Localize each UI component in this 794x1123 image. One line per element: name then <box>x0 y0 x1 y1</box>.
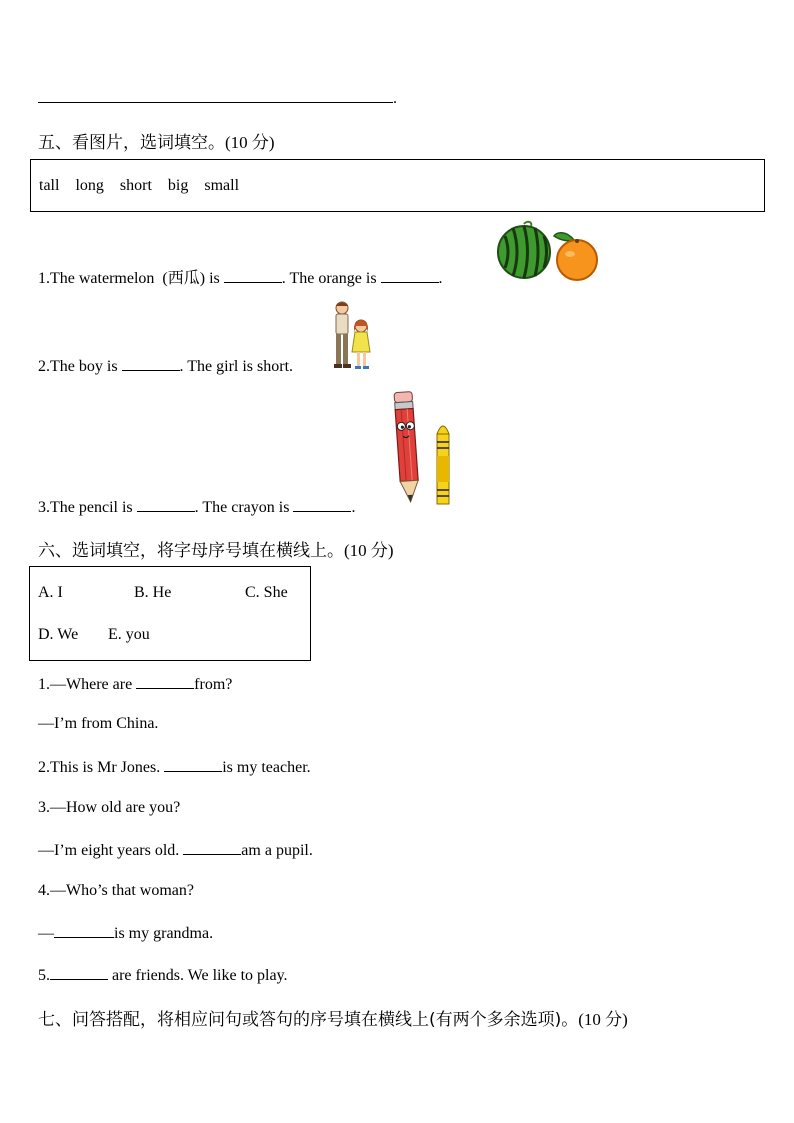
s6-q1-blank[interactable] <box>136 674 194 689</box>
answer-line-top[interactable] <box>38 88 397 108</box>
s6-q1-text-b: from? <box>194 676 233 693</box>
word-big: big <box>167 177 189 194</box>
pencil-icon <box>392 390 422 508</box>
s6-q2-text-a: 2.This is Mr Jones. <box>38 759 161 776</box>
s6-q2-text-b: is my teacher. <box>222 759 311 776</box>
s6-question-4: 4.—Who’s that woman? <box>38 882 194 899</box>
boy-girl-icon <box>330 300 372 372</box>
s6-answer-4 <box>38 923 213 943</box>
options-box <box>29 566 311 661</box>
section6-score: (10 分) <box>344 541 394 560</box>
q3-text-a: 3.The pencil is <box>38 499 133 516</box>
option-b: B. He <box>134 584 172 601</box>
s6-q3-text-a: —I’m eight years old. <box>38 842 180 859</box>
option-d: D. We <box>38 626 79 643</box>
s5-question-3 <box>38 497 355 517</box>
option-e: E. you <box>108 626 150 643</box>
s6-q5-blank[interactable] <box>50 965 108 980</box>
option-a: A. I <box>38 584 63 601</box>
q1-text-a: 1.The watermelon <box>38 270 155 287</box>
watermelon-icon <box>497 222 553 280</box>
s6-question-3: 3.—How old are you? <box>38 799 181 816</box>
word-bank <box>39 177 239 195</box>
s6-q5-text-a: 5. <box>38 967 50 984</box>
option-c: C. She <box>245 584 288 601</box>
s6-question-5 <box>38 965 288 985</box>
s6-answer-3 <box>38 840 313 860</box>
q1-text-d: . <box>438 270 443 287</box>
q1-text-c: . The orange is <box>281 270 377 287</box>
s6-q1-text-a: 1.—Where are <box>38 676 133 693</box>
section6-heading <box>38 536 394 561</box>
q1-blank-1[interactable] <box>224 268 282 283</box>
s6-answer-1: —I’m from China. <box>38 715 159 732</box>
crayon-icon <box>434 418 452 506</box>
word-long: long <box>75 177 104 194</box>
word-tall: tall <box>39 177 60 194</box>
q3-text-b: . The crayon is <box>194 499 290 516</box>
q3-text-c: . <box>351 499 356 516</box>
q3-blank-1[interactable] <box>137 497 195 512</box>
section7-title: 七、问答搭配，将相应问句或答句的序号填在横线上(有两个多余选项)。 <box>38 1010 579 1030</box>
s6-q3-text-b: am a pupil. <box>241 842 313 859</box>
s5-question-2 <box>38 356 293 376</box>
q2-text-a: 2.The boy is <box>38 358 118 375</box>
s6-q4-blank[interactable] <box>54 923 114 938</box>
s6-question-1 <box>38 674 232 694</box>
q2-text-b: . The girl is short. <box>179 358 294 375</box>
section5-heading <box>38 128 275 153</box>
s6-q2-blank[interactable] <box>164 757 222 772</box>
section6-title: 六、选词填空，将字母序号填在横线上。 <box>38 541 344 561</box>
s6-question-2 <box>38 757 311 777</box>
q1-text-b: (西瓜) is <box>162 270 220 287</box>
orange-icon <box>552 228 600 280</box>
s6-q5-text-b: are friends. We like to play. <box>112 967 288 984</box>
word-bank-box <box>30 159 765 212</box>
q2-blank-1[interactable] <box>122 356 180 371</box>
s6-q4-text-a: — <box>38 925 54 942</box>
period: . <box>393 90 397 107</box>
s6-q4-text-b: is my grandma. <box>114 925 214 942</box>
section7-heading <box>38 1005 628 1030</box>
word-small: small <box>204 177 240 194</box>
section5-title: 五、看图片，选词填空。 <box>38 133 225 153</box>
s5-question-1 <box>38 265 443 288</box>
q3-blank-2[interactable] <box>293 497 351 512</box>
word-short: short <box>119 177 152 194</box>
q1-blank-2[interactable] <box>381 268 439 283</box>
section5-score: (10 分) <box>225 133 275 152</box>
section7-score: (10 分) <box>578 1010 628 1029</box>
s6-q3-blank[interactable] <box>183 840 241 855</box>
